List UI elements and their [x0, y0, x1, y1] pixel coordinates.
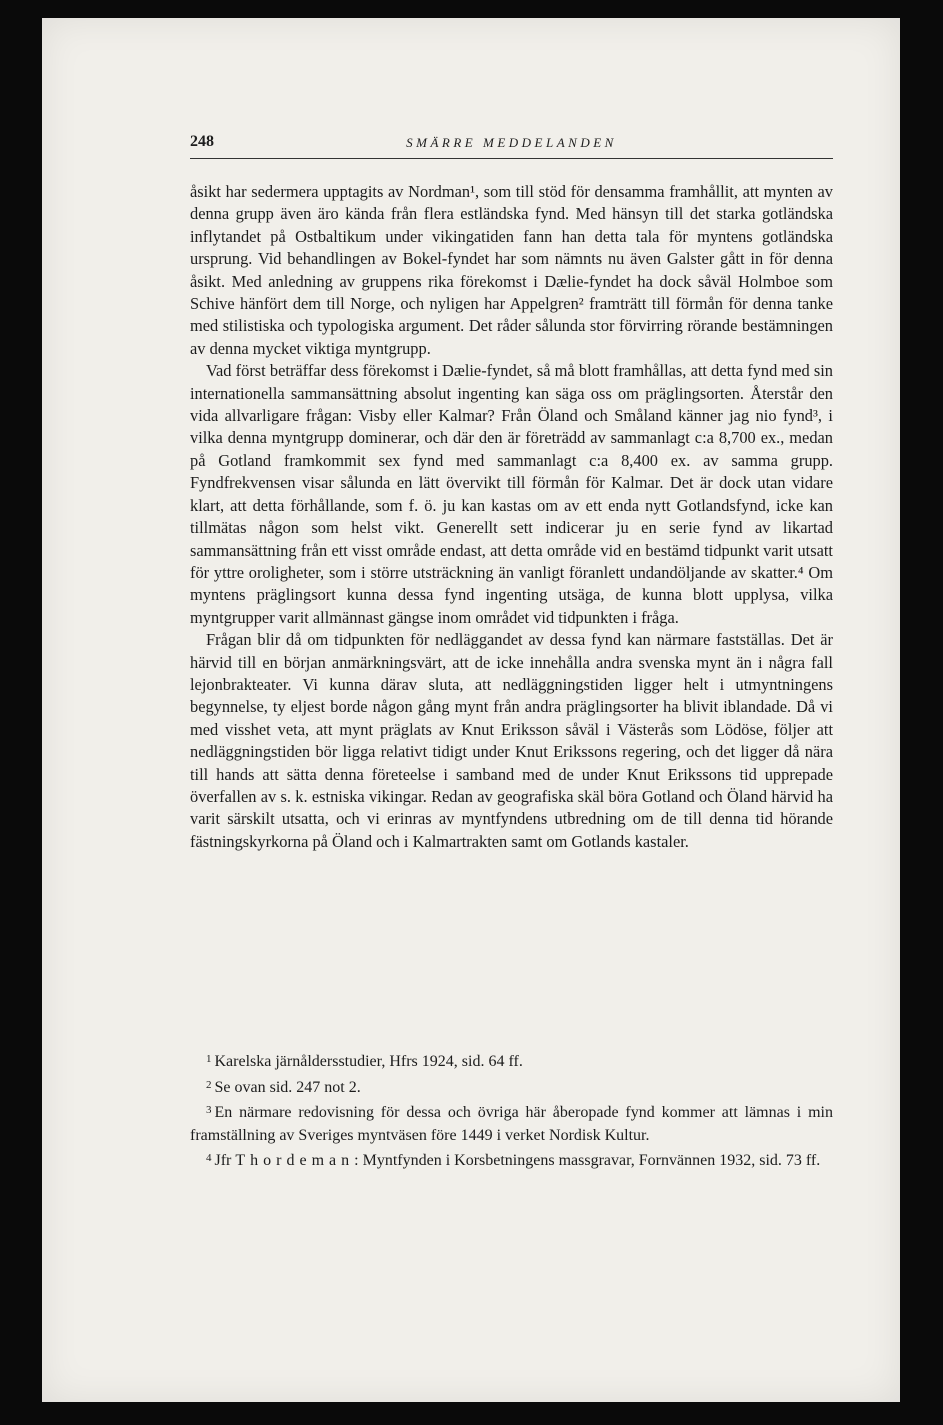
footnote-number: 1 — [206, 1053, 212, 1065]
page-number: 248 — [190, 133, 214, 150]
paragraph-2: Vad först beträffar dess förekomst i Dælie-fyndet, så må blott framhållas, att detta fynd med sin internationella sammansättning absolut ingenting kan säga oss om präglingsorten. Återstår den vida allvarligare frågan: Visby eller Kalmar? Från Öland och Småland känner jag nio fynd³, i vilka denna myntgrupp dominerar, och där den är företrädd av sammanlagt c:a 8,700 ex., medan på Gotland framkommit sex fynd med sammanlagt c:a 8,400 ex. av samma grupp. Fyndfrekvensen visar sålunda en lätt övervikt till förmån för Kalmar. Det är dock utan vidare klart, att detta förhållande, som f. ö. ju kan kastas om av ett enda nytt Gotlandsfynd, icke kan tillmätas någon som helst vikt. Generellt sett indicerar ju en serie fynd av likartad sammansättning från ett visst område endast, att detta område vid en bestämd tidpunkt varit utsatt för yttre oroligheter, som i större utsträckning än vanligt föranlett undandöljande av skatter.⁴ Om myntens präglingsort kunna dessa fynd ingenting utsäga, de kunna blott upplysa, vilka myntgrupper varit allmännast gängse inom området vid tidpunkten i fråga. — [190, 361, 833, 627]
section-title: SMÄRRE MEDDELANDEN — [406, 135, 617, 150]
footnote-text: En närmare redovisning för dessa och övriga här åberopade fynd kommer att lämnas i min framställning av Sveriges myntväsen före 1449 i verket Nordisk Kultur. — [190, 1104, 833, 1144]
footnote-1 — [190, 1048, 833, 1074]
footnote-prefix: Jfr — [214, 1152, 236, 1170]
footnote-author: Thordeman — [235, 1152, 355, 1170]
running-head — [190, 130, 833, 159]
paragraph-1: åsikt har sedermera upptagits av Nordman¹, som till stöd för densamma framhållit, att mynten av denna grupp även äro kända från flera estländska fynd. Med hänsyn till det starka gotländska inflytandet på Ostbaltikum under vikingatiden fann han detta tala för myntens gotländska ursprung. Vid behandlingen av Bokel-fyndet har som nämnts nu även Galster gått in för denna åsikt. Med anledning av gruppens rika förekomst i Dælie-fyndet ha dock såväl Holmboe som Schive hänfört dem till Norge, och nyligen har Appelgren² framträtt till förmån för denna tanke med stilistiska och typologiska argument. Det råder sålunda stor förvirring rörande bestämningen av denna mycket viktiga myntgrupp. — [190, 182, 833, 358]
footnote-text: Karelska järnåldersstudier, Hfrs 1924, sid. 64 ff. — [214, 1053, 523, 1070]
footnote-2 — [190, 1074, 833, 1100]
footnote-3 — [190, 1099, 833, 1147]
footnote-number: 4 — [206, 1152, 212, 1165]
footnote-4 — [190, 1147, 833, 1173]
paragraph-3: Frågan blir då om tidpunkten för nedläggandet av dessa fynd kan närmare fastställas. Det är härvid till en början anmärkningsvärt, att de icke innehålla andra svenska mynt än i några fall lejonbrakteater. Vi kunna därav sluta, att nedläggningstiden ligger helt i utmyntningens begynnelse, ty eljest borde någon gång mynt från andra präglingsorter ha blivit iblandade. Då vi med visshet veta, att mynt präglats av Knut Eriksson såväl i Västerås som Lödöse, följer att nedläggningstiden bör ligga relativt tidigt under Knut Erikssons regering, och det ligger då nära till hands att sätta denna företeelse i samband med de under Knut Erikssons tid upprepade överfallen av s. k. estniska vikingar. Redan av geografiska skäl böra Gotland och Öland härvid ha varit särskilt utsatta, och vi erinras av myntfyndens utbredning om de till denna tid hörande fästningskyrkorna på Öland och i Kalmartrakten samt om Gotlands kastaler. — [190, 630, 833, 851]
footnotes — [190, 1048, 833, 1173]
footnote-text: Se ovan sid. 247 not 2. — [214, 1078, 361, 1096]
footnote-number: 3 — [206, 1104, 212, 1117]
footnote-text: : Myntfynden i Korsbetningens massgravar, Fornvännen 1932, sid. 73 ff. — [354, 1152, 821, 1170]
footnote-number: 2 — [206, 1078, 212, 1091]
body-text — [190, 181, 833, 853]
